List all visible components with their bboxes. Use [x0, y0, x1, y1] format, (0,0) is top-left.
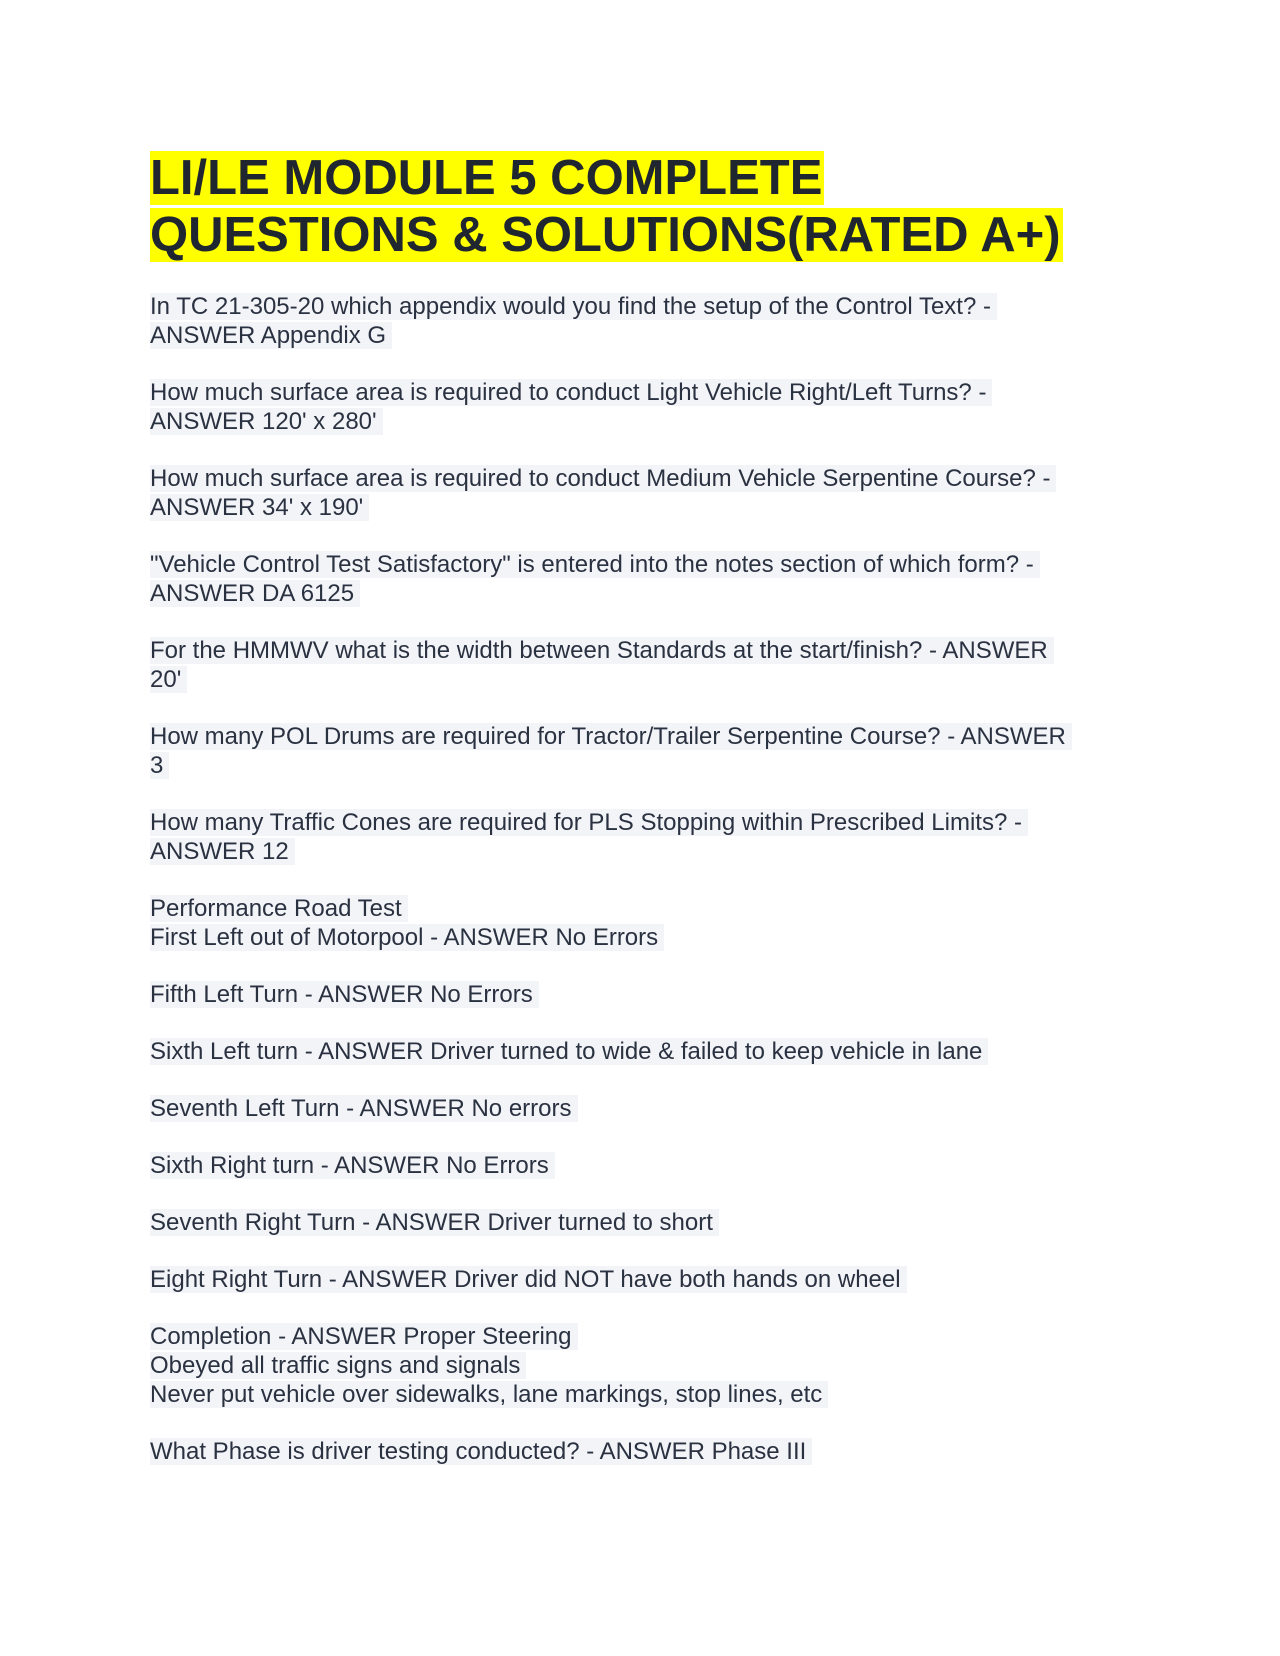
qa-line: [150, 1322, 1130, 1351]
qa-item: [150, 894, 1130, 952]
qa-line-text: "Vehicle Control Test Satisfactory" is entered into the notes section of which form? -: [150, 551, 1040, 578]
qa-line-text: Sixth Right turn - ANSWER No Errors: [150, 1152, 555, 1179]
qa-line-text: Performance Road Test: [150, 895, 408, 922]
qa-line-text: How many POL Drums are required for Tractor/Trailer Serpentine Course? - ANSWER: [150, 723, 1072, 750]
qa-line-text: First Left out of Motorpool - ANSWER No Errors: [150, 924, 664, 951]
qa-line-text: Eight Right Turn - ANSWER Driver did NOT have both hands on wheel: [150, 1266, 907, 1293]
qa-line: [150, 1208, 1130, 1237]
qa-line-text: Completion - ANSWER Proper Steering: [150, 1323, 578, 1350]
qa-item: [150, 636, 1130, 694]
qa-line-text: Obeyed all traffic signs and signals: [150, 1352, 526, 1379]
qa-line-text: ANSWER 12: [150, 838, 295, 865]
qa-line-text: 20': [150, 666, 187, 693]
qa-item: [150, 378, 1130, 436]
qa-line: [150, 1265, 1130, 1294]
document-page: [150, 150, 1130, 1494]
qa-line-text: Seventh Left Turn - ANSWER No errors: [150, 1095, 578, 1122]
qa-item: [150, 808, 1130, 866]
qa-line: [150, 665, 1130, 694]
qa-item: [150, 550, 1130, 608]
qa-item: [150, 980, 1130, 1009]
qa-item: [150, 1151, 1130, 1180]
qa-list: [150, 292, 1130, 1466]
qa-line: [150, 1351, 1130, 1380]
qa-item: [150, 292, 1130, 350]
qa-line-text: Seventh Right Turn - ANSWER Driver turned to short: [150, 1209, 719, 1236]
qa-line-text: For the HMMWV what is the width between Standards at the start/finish? - ANSWER: [150, 637, 1054, 664]
qa-line-text: How much surface area is required to conduct Medium Vehicle Serpentine Course? -: [150, 465, 1056, 492]
qa-line-text: ANSWER Appendix G: [150, 322, 392, 349]
title-line-1: LI/LE MODULE 5 COMPLETE: [150, 151, 823, 205]
qa-line-text: 3: [150, 752, 169, 779]
qa-line-text: How much surface area is required to conduct Light Vehicle Right/Left Turns? -: [150, 379, 992, 406]
qa-item: [150, 1208, 1130, 1237]
qa-line: [150, 550, 1130, 579]
qa-line: [150, 407, 1130, 436]
qa-item: [150, 464, 1130, 522]
qa-item: [150, 1037, 1130, 1066]
qa-line: [150, 1437, 1130, 1466]
qa-line-text: In TC 21-305-20 which appendix would you find the setup of the Control Text? -: [150, 293, 997, 320]
qa-line: [150, 321, 1130, 350]
qa-line-text: What Phase is driver testing conducted? - ANSWER Phase III: [150, 1438, 812, 1465]
qa-line: [150, 980, 1130, 1009]
qa-item: [150, 1322, 1130, 1409]
qa-line-text: ANSWER DA 6125: [150, 580, 360, 607]
qa-line-text: Sixth Left turn - ANSWER Driver turned to wide & failed to keep vehicle in lane: [150, 1038, 988, 1065]
qa-item: [150, 1094, 1130, 1123]
qa-line: [150, 1094, 1130, 1123]
qa-line: [150, 751, 1130, 780]
qa-line: [150, 579, 1130, 608]
qa-line: [150, 808, 1130, 837]
qa-line-text: ANSWER 120' x 280': [150, 408, 383, 435]
title-line-2: QUESTIONS & SOLUTIONS(RATED A+): [150, 208, 1061, 262]
qa-line-text: ANSWER 34' x 190': [150, 494, 369, 521]
qa-line: [150, 1037, 1130, 1066]
qa-line-text: Fifth Left Turn - ANSWER No Errors: [150, 981, 539, 1008]
qa-line: [150, 464, 1130, 493]
qa-line: [150, 894, 1130, 923]
qa-line: [150, 837, 1130, 866]
qa-line-text: How many Traffic Cones are required for PLS Stopping within Prescribed Limits? -: [150, 809, 1028, 836]
qa-line: [150, 1380, 1130, 1409]
qa-line: [150, 636, 1130, 665]
qa-line-text: Never put vehicle over sidewalks, lane markings, stop lines, etc: [150, 1381, 828, 1408]
qa-line: [150, 923, 1130, 952]
qa-line: [150, 493, 1130, 522]
qa-line: [150, 722, 1130, 751]
qa-item: [150, 1437, 1130, 1466]
qa-line: [150, 378, 1130, 407]
qa-item: [150, 1265, 1130, 1294]
qa-line: [150, 1151, 1130, 1180]
qa-item: [150, 722, 1130, 780]
document-title: [150, 150, 1130, 264]
qa-line: [150, 292, 1130, 321]
